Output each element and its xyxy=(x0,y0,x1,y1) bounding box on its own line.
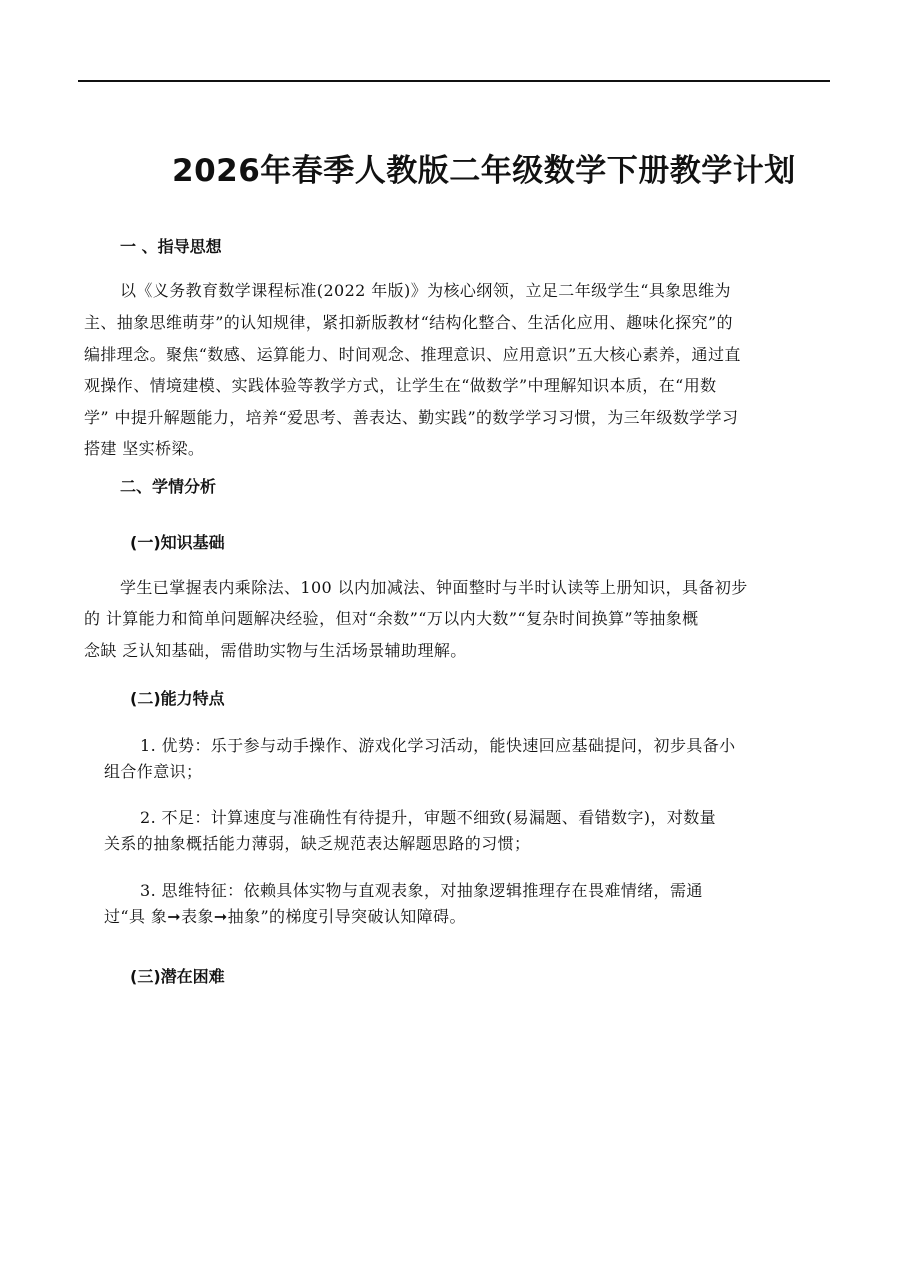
section-heading-student-analysis: 二、学情分析 xyxy=(120,477,217,496)
paragraph-line: 念缺 乏认知基础，需借助实物与生活场景辅助理解。 xyxy=(84,641,467,660)
paragraph-line: 学” 中提升解题能力，培养“爱思考、善表达、勤实践”的数学学习习惯，为三年级数学学习 xyxy=(84,408,739,427)
paragraph-line: 学生已掌握表内乘除法、100 以内加减法、钟面整时与半时认读等上册知识，具备初步 xyxy=(120,578,748,597)
subsection-heading-ability-traits: (二)能力特点 xyxy=(130,689,225,708)
document-title: 2026年春季人教版二年级数学下册教学计划 xyxy=(172,153,796,189)
header-rule xyxy=(78,80,830,82)
list-item-line: 过“具 象➞表象➞抽象”的梯度引导突破认知障碍。 xyxy=(104,907,466,926)
list-item-line: 2. 不足：计算速度与准确性有待提升，审题不细致(易漏题、看错数字)，对数量 xyxy=(140,808,717,827)
list-item-line: 1. 优势：乐于参与动手操作、游戏化学习活动，能快速回应基础提问，初步具备小 xyxy=(140,736,736,755)
subsection-heading-potential-difficulties: (三)潜在困难 xyxy=(130,967,225,986)
list-item-line: 组合作意识； xyxy=(104,762,203,781)
paragraph-line: 以《义务教育数学课程标准(2022 年版)》为核心纲领，立足二年级学生“具象思维为 xyxy=(120,281,731,300)
paragraph-line: 搭建 坚实桥梁。 xyxy=(84,439,205,458)
section-heading-guiding-thought: 一 、指导思想 xyxy=(120,237,222,256)
paragraph-line: 编排理念。聚焦“数感、运算能力、时间观念、推理意识、应用意识”五大核心素养，通过直 xyxy=(84,345,741,364)
list-item-line: 3. 思维特征：依赖具体实物与直观表象，对抽象逻辑推理存在畏难情绪，需通 xyxy=(140,881,703,900)
paragraph-line: 的 计算能力和简单问题解决经验，但对“余数”“万以内大数”“复杂时间换算”等抽象概 xyxy=(84,609,699,628)
list-item-line: 关系的抽象概括能力薄弱，缺乏规范表达解题思路的习惯； xyxy=(104,834,531,853)
paragraph-line: 观操作、情境建模、实践体验等教学方式，让学生在“做数学”中理解知识本质，在“用数 xyxy=(84,376,717,395)
subsection-heading-knowledge-basis: (一)知识基础 xyxy=(130,533,225,552)
paragraph-line: 主、抽象思维萌芽”的认知规律，紧扣新版教材“结构化整合、生活化应用、趣味化探究”的 xyxy=(84,313,733,332)
